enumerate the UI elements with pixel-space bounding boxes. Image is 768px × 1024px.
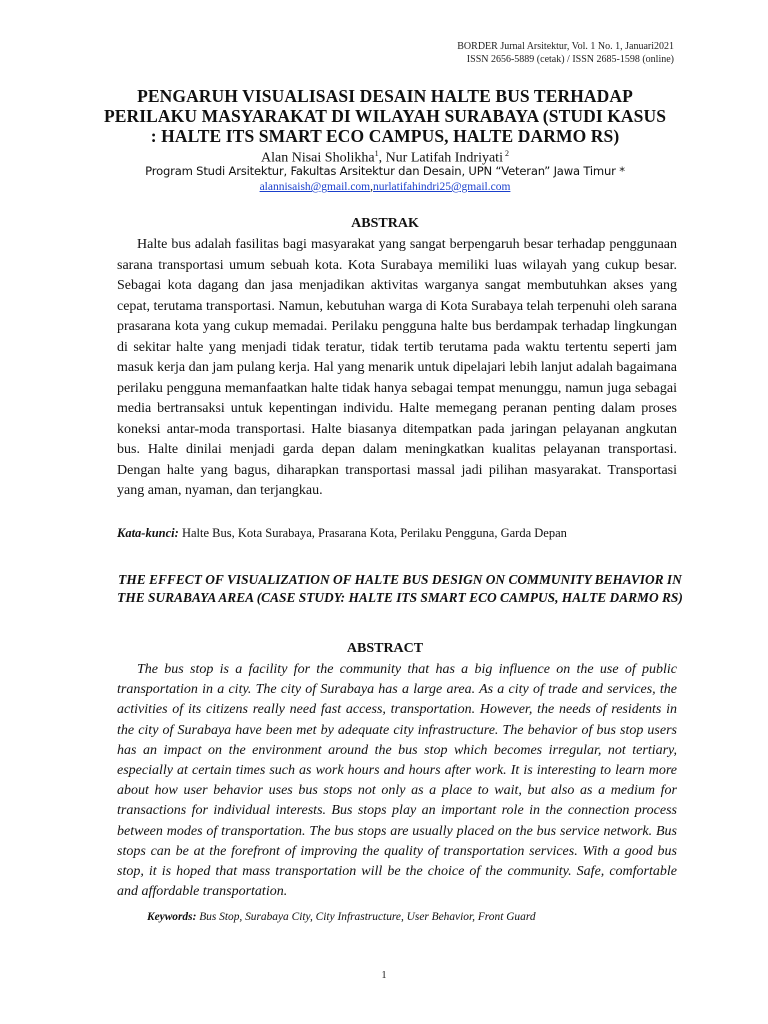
page-number: 1 [381, 970, 387, 981]
email-link[interactable]: nurlatifahindri25@gmail.com [373, 181, 511, 193]
keywords-list: Bus Stop, Surabaya City, City Infrastructure, User Behavior, Front Guard [196, 911, 536, 923]
abstract-text: The bus stop is a facility for the community that has a big influence on the use of public transportation in a city. The city of Surabaya has a large area. As a city of trade and services, the activities of its citizens really need fast access, transportation. However, the needs of residents in the city of Surabaya have been met by adequate city infrastructure. The behavior of bus stop users has an impact on the environment around the bus stop which becomes irregular, not tertiary, especially at certain times such as work hours and hours after work. It is interesting to learn more about how user behavior uses bus stops not only as a place to wait, but also as a medium for transactions for individual interests. Bus stops play an important role in the connection process between modes of transportation. The bus stops are usually placed on the bus service network. Bus stops can be at the forefront of improving the quality of transportation services. With a good bus stop, it is hoped that mass transportation will be the choice of the community. Safe, comfortable and affordable transportation. [117, 662, 677, 900]
abstract-heading: ABSTRACT [346, 641, 424, 656]
keywords-label: Keywords: [147, 911, 197, 923]
author-affiliation-mark: 1 [374, 149, 379, 158]
abstrak-text: Halte bus adalah fasilitas bagi masyarakat yang sangat berpengaruh besar terhadap penggunaan sarana transportasi umum sebuah kota. Kota Surabaya memiliki luas wilayah yang cukup besar. Sebagai kota dagang dan jasa menjadikan aktivitas warganya sangat membutuhkan akses yang cepat, terutama transportasi. Namun, kebutuhan warga di Kota Surabaya telah terpenuhi oleh sarana prasarana kota yang cukup memadai. Perilaku pengguna halte bus berdampak terhadap lingkungan di sekitar halte yang menjadi tidak teratur, tidak tertib terutama pada waktu tertentu seperti jam masuk kerja dan jam pulang kerja. Hal yang menarik untuk dipelajari lebih lanjut adalah bagaimana perilaku pengguna memanfaatkan halte tidak hanya sebagai tempat menunggu, namun juga sebagai media bertransaksi untuk kepentingan individu. Halte memegang peranan penting dalam proses koneksi antar-moda transportasi. Halte biasanya ditempatkan pada jaringan pelayanan angkutan bus. Halte dinilai menjadi garda depan dalam meningkatkan kualitas pelayanan transportasi. Dengan halte yang bagus, diharapkan transportasi massal jadi pilihan masyarakat. Transportasi yang aman, nyaman, dan terjangkau. [117, 237, 677, 498]
affiliation: Program Studi Arsitektur, Fakultas Arsitektur dan Desain, UPN “Veteran” Jawa Timur * [145, 164, 625, 178]
kata-kunci-list: Halte Bus, Kota Surabaya, Prasarana Kota, Perilaku Pengguna, Garda Depan [178, 526, 567, 540]
abstrak-paragraph [117, 235, 677, 502]
email-separator: , [370, 181, 374, 193]
journal-info: BORDER Jurnal Arsitektur, Vol. 1 No. 1, Januari2021 [457, 41, 674, 52]
keywords [147, 910, 687, 924]
author-name: Nur Latifah Indriyati [385, 150, 503, 166]
paper-title: PENGARUH VISUALISASI DESAIN HALTE BUS TERHADAP PERILAKU MASYARAKAT DI WILAYAH SURABAYA (STUDI KASUS : HALTE ITS SMART ECO CAMPUS, HALTE DARMO RS) [103, 86, 667, 146]
author-affiliation-mark: 2 [502, 149, 509, 158]
kata-kunci [117, 525, 677, 541]
author-separator: , [378, 150, 386, 166]
kata-kunci-label: Kata-kunci: [117, 526, 179, 540]
issn-info: ISSN 2656-5889 (cetak) / ISSN 2685-1598 (online) [466, 54, 674, 65]
running-header [457, 40, 674, 66]
abstrak-heading: ABSTRAK [351, 216, 419, 231]
author-name: Alan Nisai Sholikha [261, 150, 375, 166]
english-title: THE EFFECT OF VISUALIZATION OF HALTE BUS DESIGN ON COMMUNITY BEHAVIOR IN THE SURABAYA AREA (CASE STUDY: HALTE ITS SMART ECO CAMPUS, HALTE DARMO RS) [117, 572, 683, 605]
author-emails [100, 180, 670, 194]
email-link[interactable]: alannisaish@gmail.com [259, 181, 371, 193]
abstract-paragraph [117, 660, 677, 902]
